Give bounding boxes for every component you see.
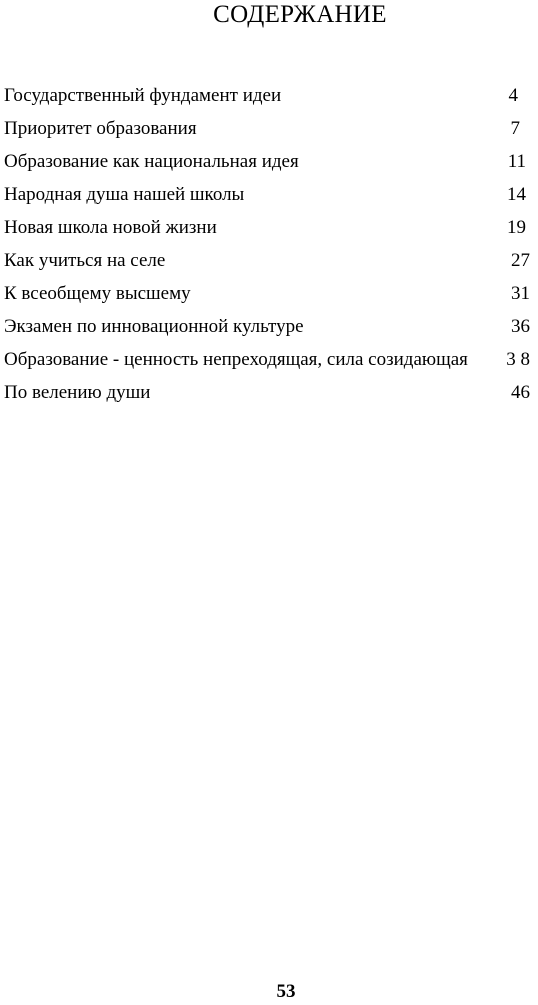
toc-entry-page: 11	[507, 151, 526, 172]
toc-entry	[4, 381, 530, 414]
toc-entry-title: Народная душа нашей школы	[4, 184, 245, 205]
toc-entry	[4, 117, 530, 150]
page-number: 53	[276, 981, 296, 1002]
toc-entry-title: Как учиться на селе	[4, 250, 166, 271]
toc-entry-title: Образование как национальная идея	[4, 151, 299, 172]
toc-entry-title: Образование - ценность непреходящая, сила созидающая	[4, 349, 468, 370]
toc-entry-page: 27	[511, 250, 530, 271]
toc-entry	[4, 249, 530, 282]
toc-entry-title: Экзамен по инновационной культуре	[4, 316, 304, 337]
toc-entry-page: 31	[511, 283, 530, 304]
toc-entry-title: Приоритет образования	[4, 118, 197, 139]
toc-entry-title: К всеобщему высшему	[4, 283, 191, 304]
toc-entry	[4, 183, 530, 216]
toc-entry	[4, 216, 530, 249]
toc-entry-title: По велению души	[4, 382, 151, 403]
toc-entry-page: 19	[507, 217, 526, 238]
toc-entry-page: 46	[511, 382, 530, 403]
toc-entry-page: 7	[510, 118, 520, 139]
toc-entry-page: 4	[508, 85, 518, 106]
toc-entry	[4, 348, 530, 381]
page-title: СОДЕРЖАНИЕ	[213, 1, 387, 28]
toc-entry	[4, 150, 530, 183]
toc-entry-title: Государственный фундамент идеи	[4, 85, 282, 106]
toc-entry	[4, 282, 530, 315]
toc-entry-page: 36	[511, 316, 530, 337]
toc-entry-title: Новая школа новой жизни	[4, 217, 217, 238]
toc-entry-page: 14	[507, 184, 526, 205]
toc-entry-page: 3 8	[506, 349, 530, 370]
table-of-contents	[4, 84, 530, 414]
toc-entry	[4, 315, 530, 348]
toc-entry	[4, 84, 530, 117]
